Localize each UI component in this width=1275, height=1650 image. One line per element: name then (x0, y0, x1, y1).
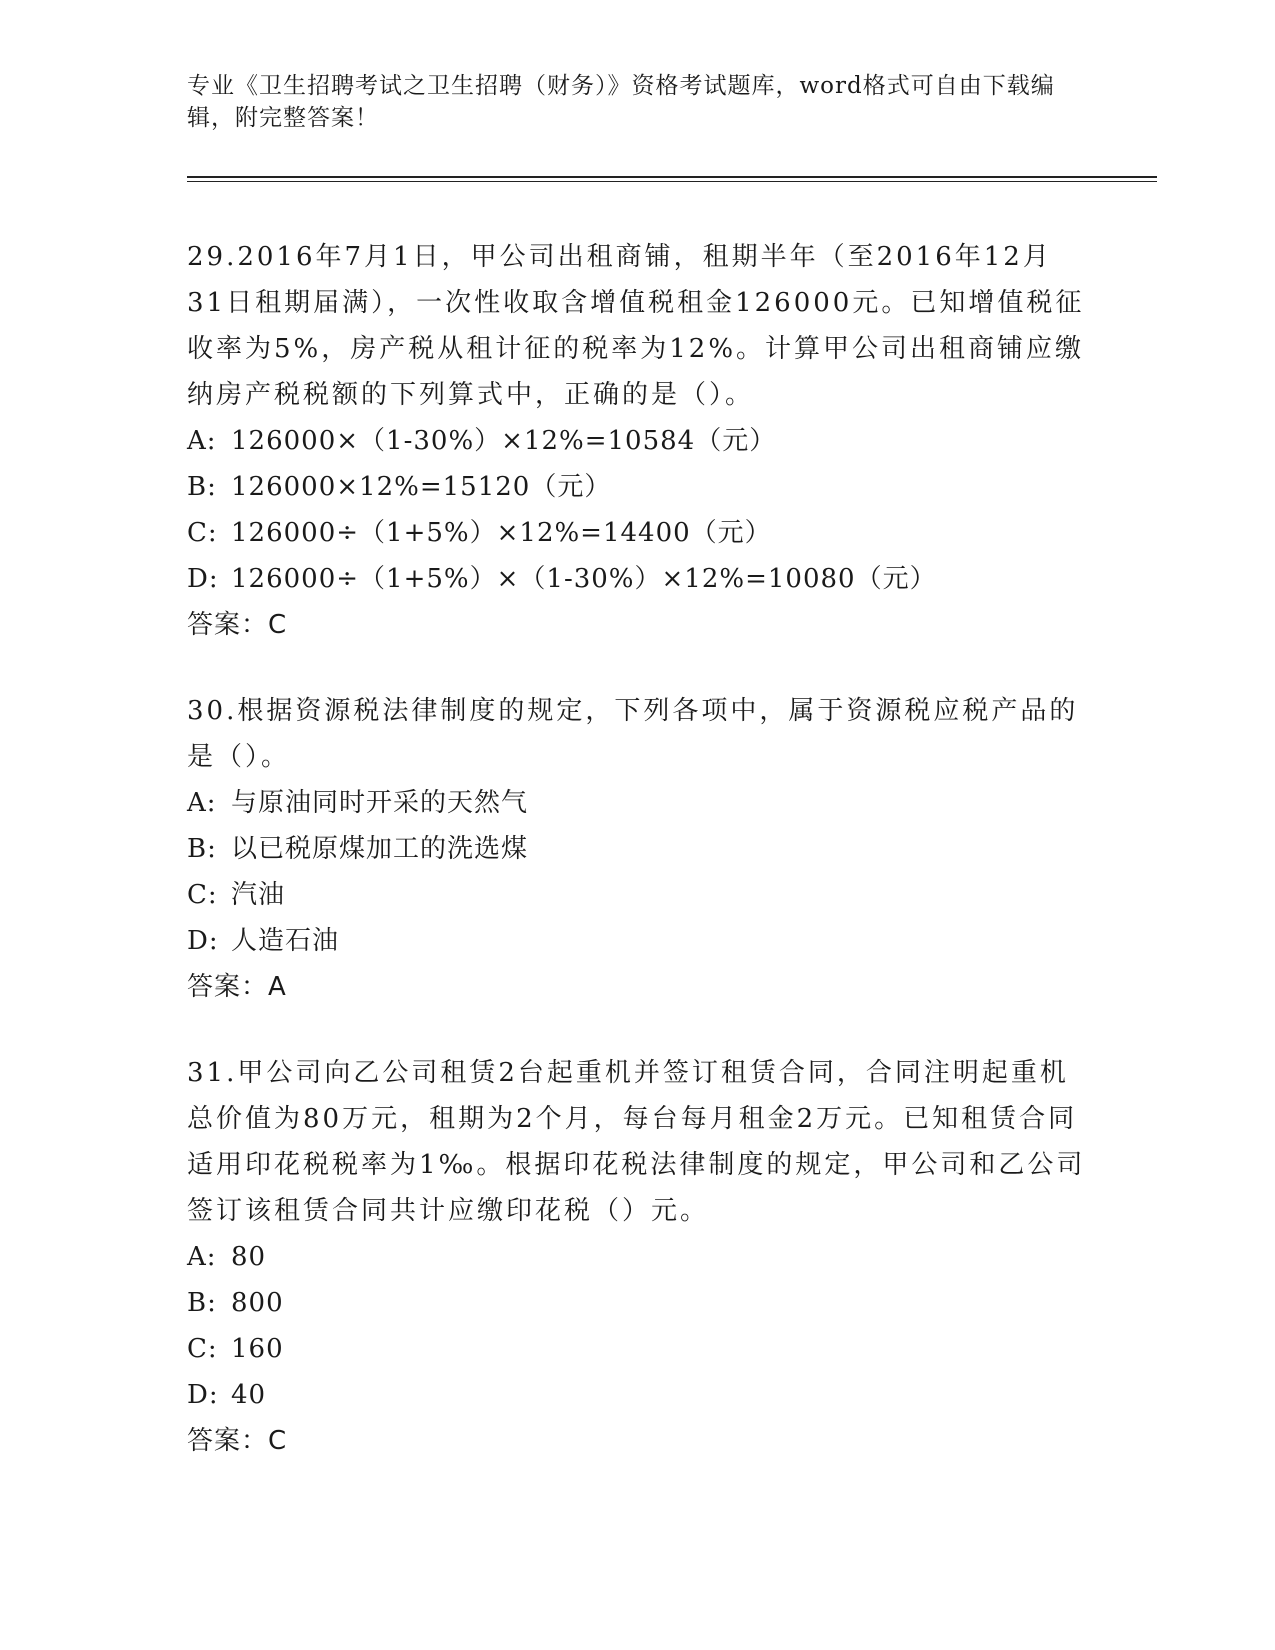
option-a (187, 1234, 1087, 1280)
question-30 (187, 688, 1087, 1010)
option-c (187, 510, 1087, 556)
option-letter: D: (187, 1380, 219, 1410)
option-text: 126000÷（1+5%）×（1-30%）×12%=10080（元） (231, 564, 937, 594)
option-letter: B: (187, 1288, 217, 1318)
question-31 (187, 1050, 1087, 1464)
option-a (187, 780, 1087, 826)
answer-line: 答案：C (187, 610, 288, 640)
option-letter: D: (187, 564, 219, 594)
document-header: 专业《卫生招聘考试之卫生招聘（财务）》资格考试题库，word格式可自由下载编辑，附完整答案！ (187, 73, 1055, 131)
option-letter: A: (187, 1242, 217, 1272)
option-text: 以已税原煤加工的洗选煤 (231, 834, 529, 864)
option-c (187, 872, 1087, 918)
option-d (187, 1372, 1087, 1418)
option-text: 人造石油 (231, 926, 340, 956)
option-letter: A: (187, 426, 217, 456)
option-text: 126000×12%=15120（元） (231, 472, 612, 502)
option-d (187, 556, 1087, 602)
option-text: 126000÷（1+5%）×12%=14400（元） (231, 518, 772, 548)
option-text: 40 (231, 1380, 267, 1410)
option-text: 汽油 (231, 880, 286, 910)
option-text: 与原油同时开采的天然气 (231, 788, 529, 818)
answer-line: 答案：A (187, 972, 287, 1002)
option-b (187, 1280, 1087, 1326)
option-d (187, 918, 1087, 964)
option-text: 126000×（1-30%）×12%=10584（元） (231, 426, 777, 456)
option-text: 800 (231, 1288, 284, 1318)
option-letter: C: (187, 518, 218, 548)
question-29 (187, 234, 1087, 648)
answer-line: 答案：C (187, 1426, 288, 1456)
option-b (187, 464, 1087, 510)
option-c (187, 1326, 1087, 1372)
option-letter: C: (187, 1334, 218, 1364)
question-list (187, 234, 1087, 1504)
option-text: 80 (231, 1242, 267, 1272)
question-stem: 31.甲公司向乙公司租赁2台起重机并签订租赁合同，合同注明起重机总价值为80万元，租期为2个月，每台每月租金2万元。已知租赁合同适用印花税税率为1‰。根据印花税法律制度的规定，甲公司和乙公司签订该租赁合同共计应缴印花税（）元。 (187, 1058, 1086, 1226)
option-b (187, 826, 1087, 872)
question-stem: 29.2016年7月1日，甲公司出租商铺，租期半年（至2016年12月31日租期届满），一次性收取含增值税租金126000元。已知增值税征收率为5%，房产税从租计征的税率为12%。计算甲公司出租商铺应缴纳房产税税额的下列算式中，正确的是（）。 (187, 242, 1085, 410)
option-letter: C: (187, 880, 218, 910)
option-letter: B: (187, 834, 217, 864)
option-letter: A: (187, 788, 217, 818)
option-letter: B: (187, 472, 217, 502)
option-letter: D: (187, 926, 219, 956)
option-text: 160 (231, 1334, 284, 1364)
header-rule (187, 176, 1157, 178)
option-a (187, 418, 1087, 464)
header-rule-thin (187, 181, 1157, 182)
question-stem: 30.根据资源税法律制度的规定，下列各项中，属于资源税应税产品的是（）。 (187, 696, 1079, 772)
